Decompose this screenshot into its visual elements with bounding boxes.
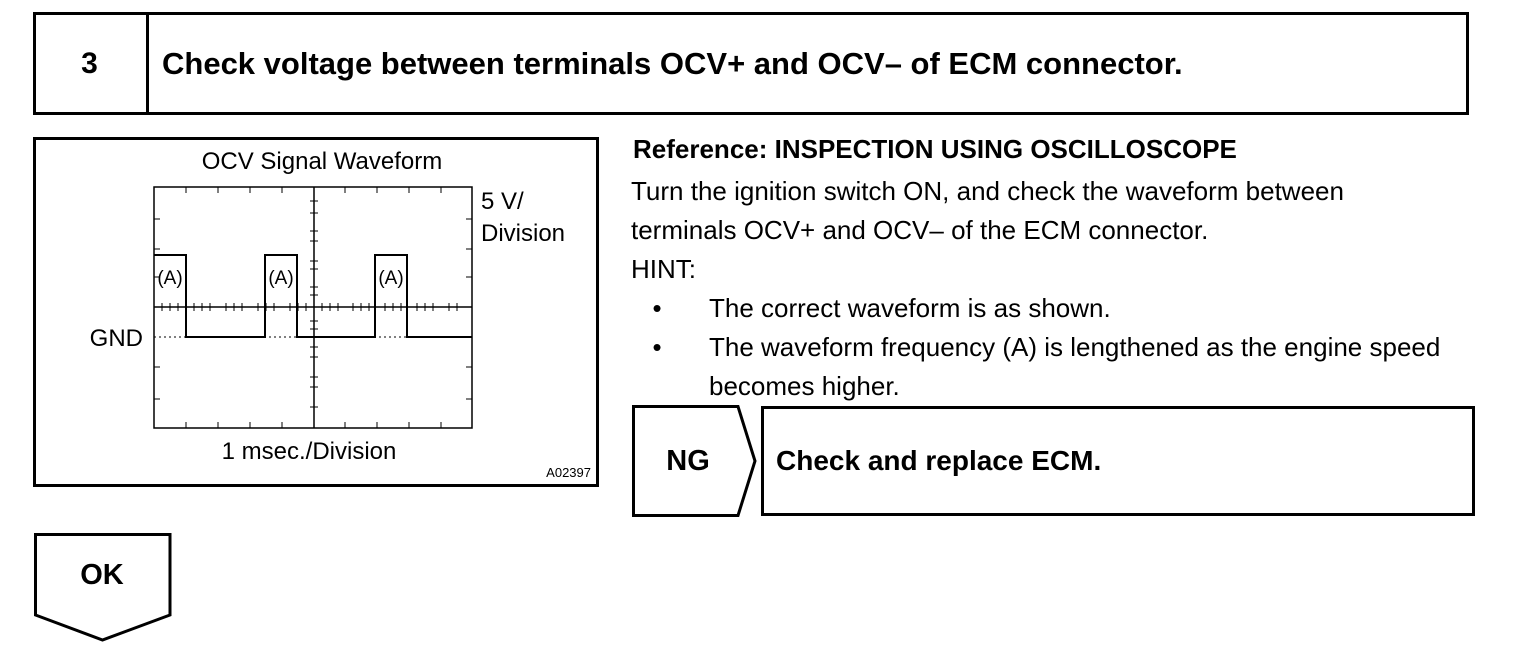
hint-bullet-text: The waveform frequency (A) is lengthened as the engine speed becomes higher. <box>709 332 1441 401</box>
ok-label: OK <box>80 558 124 591</box>
figure-code: A02397 <box>546 465 591 480</box>
bullet-mark: • <box>652 293 662 323</box>
reference-heading: Reference: INSPECTION USING OSCILLOSCOPE <box>633 134 1237 164</box>
ng-label: NG <box>666 444 710 477</box>
gnd-label: GND <box>89 325 143 352</box>
scope-axis-minor-ticks <box>162 201 457 407</box>
figure-title: OCV Signal Waveform <box>201 148 443 175</box>
hint-bullet-2 <box>631 328 1491 406</box>
bullet-mark: • <box>652 332 662 362</box>
ocv-waveform-trace <box>154 255 472 337</box>
time-scale-label: 1 msec./Division <box>221 438 397 465</box>
waveform-figure <box>33 137 599 487</box>
pulse-label-3: (A) <box>378 268 404 289</box>
pulse-label-1: (A) <box>157 268 183 289</box>
reference-body <box>631 172 1491 406</box>
hint-label: HINT: <box>631 254 696 284</box>
reference-body-line2: terminals OCV+ and OCV– of the ECM connector. <box>631 215 1209 245</box>
voltage-scale-line1: 5 V/ <box>481 188 524 215</box>
step-number: 3 <box>33 12 149 115</box>
step-title: Check voltage between terminals OCV+ and OCV– of ECM connector. <box>162 45 1183 81</box>
hint-bullet-text: The correct waveform is as shown. <box>709 293 1111 323</box>
reference-body-line1: Turn the ignition switch ON, and check the waveform between <box>631 176 1344 206</box>
pulse-label-2: (A) <box>268 268 294 289</box>
voltage-scale-line2: Division <box>481 220 566 247</box>
hint-bullet-1 <box>631 289 1491 328</box>
ng-action-text: Check and replace ECM. <box>776 445 1102 476</box>
